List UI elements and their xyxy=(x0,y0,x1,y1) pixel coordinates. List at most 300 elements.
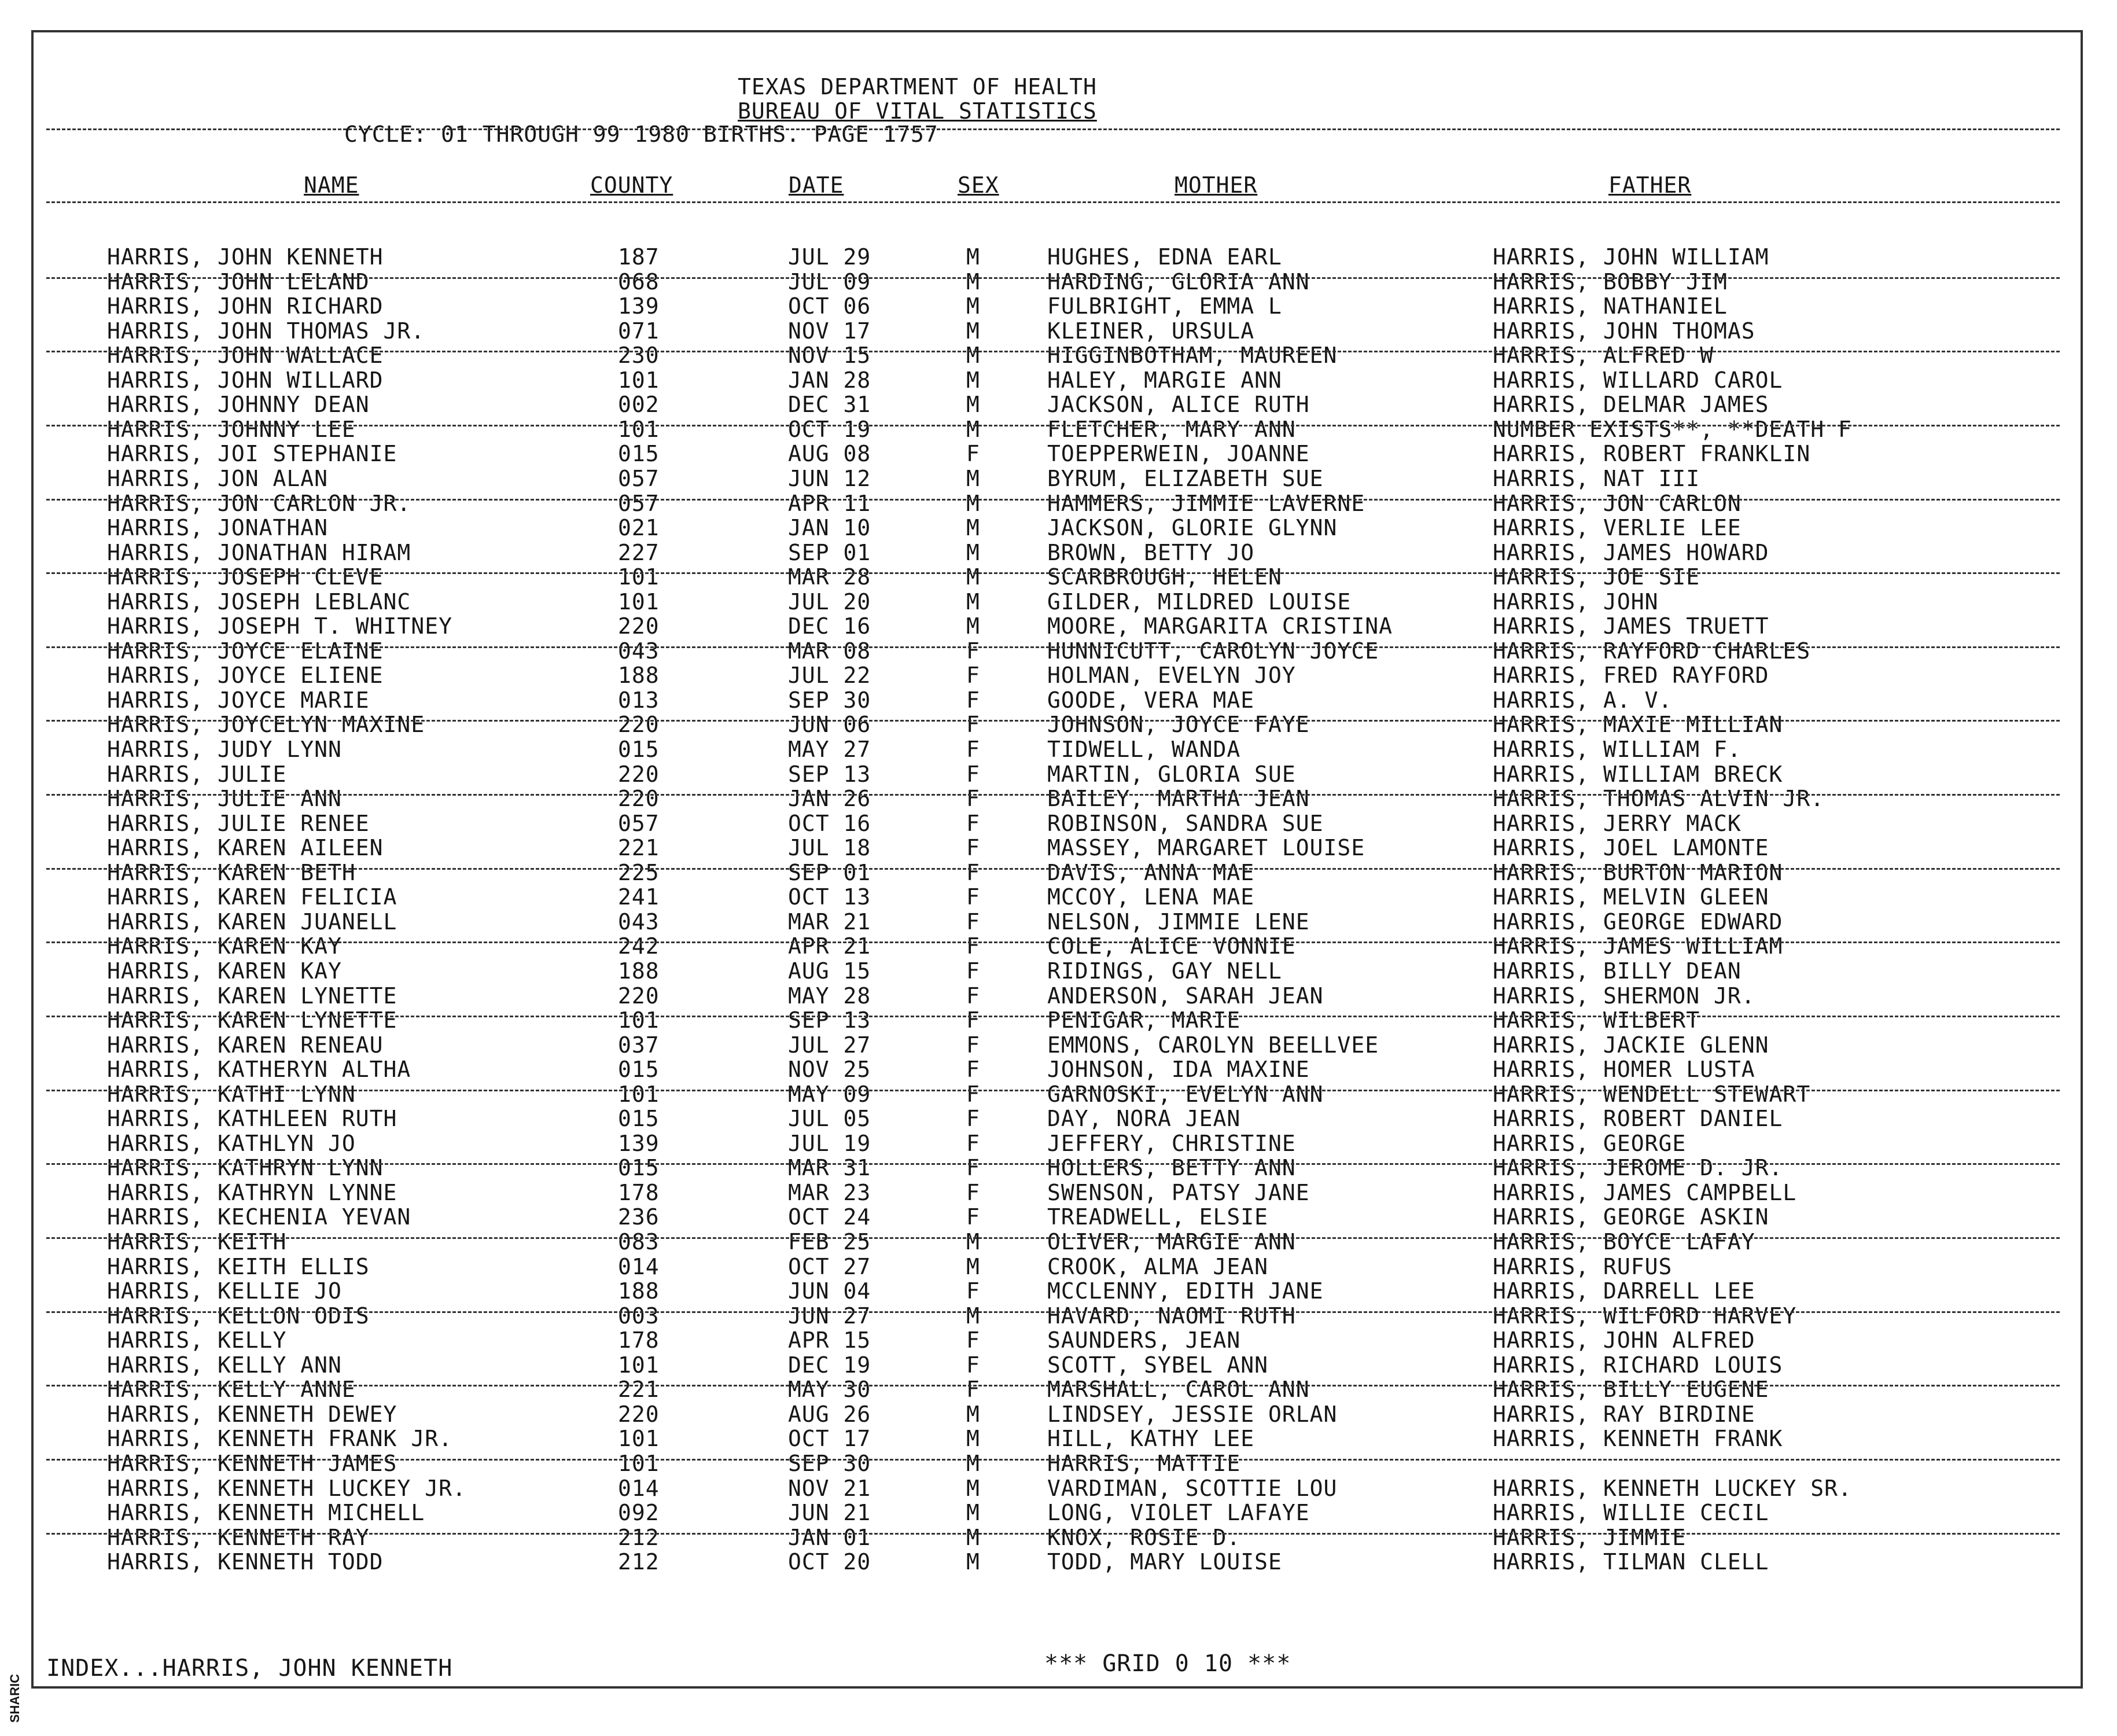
table-row xyxy=(0,811,2117,836)
cell-county: 178 xyxy=(618,1327,660,1354)
cell-mother: FULBRIGHT, EMMA L xyxy=(1047,293,1282,319)
cell-mother: ANDERSON, SARAH JEAN xyxy=(1047,983,1324,1009)
cell-sex: M xyxy=(966,515,980,540)
cell-name: HARRIS, KATHRYN LYNN xyxy=(107,1155,384,1181)
cell-county: 236 xyxy=(618,1204,660,1230)
cell-mother: COLE, ALICE VONNIE xyxy=(1047,933,1296,959)
table-row xyxy=(0,1278,2117,1303)
table-row xyxy=(0,712,2117,737)
cell-father: HARRIS, JAMES CAMPBELL xyxy=(1493,1179,1797,1205)
cell-mother: SCARBROUGH, HELEN xyxy=(1047,564,1282,590)
cell-date: MAR 31 xyxy=(788,1155,871,1181)
cell-date: JUL 27 xyxy=(788,1032,871,1058)
table-row xyxy=(0,884,2117,909)
cell-name: HARRIS, KATHLYN JO xyxy=(107,1130,356,1156)
cell-sex: F xyxy=(966,687,980,713)
cell-name: HARRIS, KECHENIA YEVAN xyxy=(107,1204,411,1230)
cell-county: 220 xyxy=(618,1401,660,1427)
cell-name: HARRIS, KENNETH TODD xyxy=(107,1549,384,1575)
cell-mother: DAY, NORA JEAN xyxy=(1047,1106,1241,1132)
cell-county: 015 xyxy=(618,1057,660,1083)
table-row xyxy=(0,613,2117,638)
table-row xyxy=(0,244,2117,269)
cell-county: 220 xyxy=(618,786,660,812)
cell-county: 188 xyxy=(618,1278,660,1304)
cell-name: HARRIS, KAREN LYNETTE xyxy=(107,983,397,1009)
cell-sex: M xyxy=(966,539,980,565)
table-row xyxy=(0,293,2117,318)
table-row xyxy=(0,1377,2117,1402)
cell-mother: HAMMERS, JIMMIE LAVERNE xyxy=(1047,490,1365,516)
cell-sex: M xyxy=(966,564,980,590)
cell-mother: BAILEY, MARTHA JEAN xyxy=(1047,786,1310,812)
cell-date: DEC 19 xyxy=(788,1352,871,1378)
cell-sex: F xyxy=(966,1155,980,1181)
cell-date: JUL 18 xyxy=(788,835,871,861)
cell-father: HARRIS, JAMES TRUETT xyxy=(1493,613,1769,639)
column-header-name: NAME xyxy=(304,172,359,198)
cell-county: 220 xyxy=(618,983,660,1009)
cell-mother: HARDING, GLORIA ANN xyxy=(1047,269,1310,295)
cell-name: HARRIS, JOHN WALLACE xyxy=(107,343,384,369)
cell-sex: M xyxy=(966,1450,980,1476)
cell-date: SEP 13 xyxy=(788,1007,871,1033)
cell-name: HARRIS, KEITH ELLIS xyxy=(107,1253,370,1279)
cell-mother: HILL, KATHY LEE xyxy=(1047,1426,1255,1452)
cell-name: HARRIS, JUDY LYNN xyxy=(107,737,342,762)
cell-county: 220 xyxy=(618,613,660,639)
cell-mother: HALEY, MARGIE ANN xyxy=(1047,367,1282,393)
cell-date: MAR 08 xyxy=(788,638,871,664)
cell-sex: F xyxy=(966,1278,980,1304)
table-row xyxy=(0,1451,2117,1476)
cell-sex: F xyxy=(966,835,980,861)
cell-name: HARRIS, JOYCE MARIE xyxy=(107,687,370,713)
cell-sex: F xyxy=(966,958,980,984)
cell-father: HARRIS, RUFUS xyxy=(1493,1253,1673,1279)
cell-sex: M xyxy=(966,293,980,319)
cell-father: HARRIS, GEORGE ASKIN xyxy=(1493,1204,1769,1230)
grid-line: *** GRID 0 10 *** xyxy=(1044,1650,1291,1677)
cell-sex: F xyxy=(966,663,980,689)
cell-name: HARRIS, KAREN FELICIA xyxy=(107,884,397,910)
cell-father: HARRIS, BURTON MARION xyxy=(1493,859,1783,885)
cell-name: HARRIS, KENNETH LUCKEY JR. xyxy=(107,1475,466,1501)
cell-name: HARRIS, KAREN KAY xyxy=(107,958,342,984)
table-row xyxy=(0,491,2117,516)
cell-father: HARRIS, DARRELL LEE xyxy=(1493,1278,1755,1304)
cell-mother: HOLLERS, BETTY ANN xyxy=(1047,1155,1296,1181)
cell-name: HARRIS, KATHI LYNN xyxy=(107,1081,356,1107)
cell-father: HARRIS, RICHARD LOUIS xyxy=(1493,1352,1783,1378)
cell-date: OCT 06 xyxy=(788,293,871,319)
cell-sex: F xyxy=(966,1007,980,1033)
cell-mother: JACKSON, ALICE RUTH xyxy=(1047,392,1310,418)
cell-name: HARRIS, JON ALAN xyxy=(107,466,329,491)
cell-mother: OLIVER, MARGIE ANN xyxy=(1047,1229,1296,1255)
cell-county: 083 xyxy=(618,1229,660,1255)
table-row xyxy=(0,1402,2117,1426)
cell-mother: HARRIS, MATTIE xyxy=(1047,1450,1241,1476)
cell-name: HARRIS, KENNETH RAY xyxy=(107,1524,370,1550)
cell-mother: HIGGINBOTHAM, MAUREEN xyxy=(1047,343,1338,369)
cell-name: HARRIS, JOHNNY DEAN xyxy=(107,392,370,418)
cell-county: 139 xyxy=(618,293,660,319)
cell-sex: F xyxy=(966,638,980,664)
cell-date: JAN 01 xyxy=(788,1524,871,1550)
cell-mother: GARNOSKI, EVELYN ANN xyxy=(1047,1081,1324,1107)
cell-date: AUG 26 xyxy=(788,1401,871,1427)
cell-name: HARRIS, JOYCE ELAINE xyxy=(107,638,384,664)
table-row xyxy=(0,1352,2117,1377)
cell-date: NOV 25 xyxy=(788,1057,871,1083)
cell-county: 212 xyxy=(618,1524,660,1550)
table-row xyxy=(0,1229,2117,1254)
cell-county: 242 xyxy=(618,933,660,959)
cell-date: JUL 20 xyxy=(788,589,871,615)
cell-sex: M xyxy=(966,1401,980,1427)
cell-county: 043 xyxy=(618,909,660,935)
cell-name: HARRIS, KELLIE JO xyxy=(107,1278,342,1304)
cell-date: NOV 21 xyxy=(788,1475,871,1501)
cell-mother: JOHNSON, JOYCE FAYE xyxy=(1047,712,1310,738)
cell-father: HARRIS, BOBBY JIM xyxy=(1493,269,1728,295)
cell-name: HARRIS, KELLY xyxy=(107,1327,287,1354)
cell-father: HARRIS, JOHN xyxy=(1493,589,1659,615)
index-line: INDEX...HARRIS, JOHN KENNETH xyxy=(46,1655,453,1682)
cell-county: 021 xyxy=(618,515,660,540)
cell-mother: TOEPPERWEIN, JOANNE xyxy=(1047,441,1310,467)
side-stamp xyxy=(3,1674,24,1724)
cell-date: OCT 24 xyxy=(788,1204,871,1230)
cell-date: MAY 30 xyxy=(788,1377,871,1403)
cell-father: HARRIS, ROBERT DANIEL xyxy=(1493,1106,1783,1132)
cell-father: HARRIS, GEORGE EDWARD xyxy=(1493,909,1783,935)
cell-date: JUL 22 xyxy=(788,663,871,689)
table-row xyxy=(0,737,2117,762)
cell-county: 037 xyxy=(618,1032,660,1058)
cell-county: 178 xyxy=(618,1179,660,1205)
table-row xyxy=(0,860,2117,885)
column-header-father: FATHER xyxy=(1608,172,1692,198)
cell-name: HARRIS, KELLY ANN xyxy=(107,1352,342,1378)
cell-date: APR 21 xyxy=(788,933,871,959)
table-row xyxy=(0,958,2117,983)
cell-county: 043 xyxy=(618,638,660,664)
table-row xyxy=(0,687,2117,712)
cell-sex: M xyxy=(966,343,980,369)
header-rule xyxy=(46,128,2060,130)
cell-name: HARRIS, KAREN JUANELL xyxy=(107,909,397,935)
cell-mother: PENIGAR, MARIE xyxy=(1047,1007,1241,1033)
cell-date: SEP 30 xyxy=(788,687,871,713)
cell-sex: F xyxy=(966,1327,980,1354)
cell-mother: LINDSEY, JESSIE ORLAN xyxy=(1047,1401,1338,1427)
cell-name: HARRIS, KAREN AILEEN xyxy=(107,835,384,861)
cell-county: 225 xyxy=(618,859,660,885)
cell-mother: SWENSON, PATSY JANE xyxy=(1047,1179,1310,1205)
cell-father: HARRIS, WILBERT xyxy=(1493,1007,1700,1033)
cell-name: HARRIS, JOHN WILLARD xyxy=(107,367,384,393)
cell-sex: F xyxy=(966,1352,980,1378)
cell-sex: M xyxy=(966,269,980,295)
cell-county: 221 xyxy=(618,835,660,861)
cell-date: APR 11 xyxy=(788,490,871,516)
cell-name: HARRIS, KENNETH FRANK JR. xyxy=(107,1426,452,1452)
cell-name: HARRIS, JOSEPH LEBLANC xyxy=(107,589,411,615)
table-row xyxy=(0,1180,2117,1205)
table-row xyxy=(0,515,2117,540)
cell-mother: JOHNSON, IDA MAXINE xyxy=(1047,1057,1310,1083)
cell-county: 015 xyxy=(618,1106,660,1132)
cell-name: HARRIS, KENNETH DEWEY xyxy=(107,1401,397,1427)
table-row xyxy=(0,269,2117,294)
table-row xyxy=(0,318,2117,343)
table-row xyxy=(0,564,2117,589)
cell-sex: M xyxy=(966,392,980,418)
cell-father: HARRIS, A. V. xyxy=(1493,687,1673,713)
cell-sex: F xyxy=(966,1106,980,1132)
cell-name: HARRIS, KATHRYN LYNNE xyxy=(107,1179,397,1205)
cell-date: JUN 04 xyxy=(788,1278,871,1304)
cell-name: HARRIS, KAREN BETH xyxy=(107,859,356,885)
cell-father: HARRIS, WILLIE CECIL xyxy=(1493,1500,1769,1525)
cell-mother: DAVIS, ANNA MAE xyxy=(1047,859,1255,885)
cell-name: HARRIS, KELLON ODIS xyxy=(107,1303,370,1329)
cell-name: HARRIS, JON CARLON JR. xyxy=(107,490,411,516)
cell-sex: F xyxy=(966,1130,980,1156)
cell-name: HARRIS, JULIE ANN xyxy=(107,786,342,812)
cell-mother: EMMONS, CAROLYN BEELLVEE xyxy=(1047,1032,1379,1058)
table-row xyxy=(0,392,2117,417)
cell-father: HARRIS, BOYCE LAFAY xyxy=(1493,1229,1755,1255)
cell-father: HARRIS, JOHN ALFRED xyxy=(1493,1327,1755,1354)
cell-date: FEB 25 xyxy=(788,1229,871,1255)
table-row xyxy=(0,835,2117,860)
column-header-date: DATE xyxy=(789,172,844,198)
cell-father: HARRIS, BILLY EUGENE xyxy=(1493,1377,1769,1403)
cell-sex: M xyxy=(966,589,980,615)
cell-father: HARRIS, MAXIE MILLIAN xyxy=(1493,712,1783,738)
cell-name: HARRIS, JOSEPH CLEVE xyxy=(107,564,384,590)
cell-father: HARRIS, TILMAN CLELL xyxy=(1493,1549,1769,1575)
table-row xyxy=(0,367,2117,392)
cell-father: HARRIS, ROBERT FRANKLIN xyxy=(1493,441,1811,467)
cell-county: 071 xyxy=(618,318,660,344)
cell-mother: BROWN, BETTY JO xyxy=(1047,539,1255,565)
cell-mother: HOLMAN, EVELYN JOY xyxy=(1047,663,1296,689)
cell-county: 014 xyxy=(618,1253,660,1279)
cell-father: HARRIS, MELVIN GLEEN xyxy=(1493,884,1769,910)
cell-sex: M xyxy=(966,1253,980,1279)
table-row xyxy=(0,638,2117,663)
cell-sex: F xyxy=(966,441,980,467)
table-row xyxy=(0,540,2117,565)
cell-name: HARRIS, JOHNNY LEE xyxy=(107,416,356,442)
cell-county: 101 xyxy=(618,589,660,615)
cycle-page-line: CYCLE: 01 THROUGH 99 1980 BIRTHS. PAGE 1757 xyxy=(344,122,938,147)
cell-name: HARRIS, KELLY ANNE xyxy=(107,1377,356,1403)
cell-date: OCT 13 xyxy=(788,884,871,910)
cell-date: JUN 12 xyxy=(788,466,871,491)
table-row xyxy=(0,1007,2117,1032)
cell-sex: F xyxy=(966,1032,980,1058)
cell-name: HARRIS, JOYCE ELIENE xyxy=(107,663,384,689)
cell-mother: TREADWELL, ELSIE xyxy=(1047,1204,1269,1230)
cell-father: HARRIS, BILLY DEAN xyxy=(1493,958,1742,984)
cell-date: SEP 30 xyxy=(788,1450,871,1476)
cell-county: 092 xyxy=(618,1500,660,1525)
cell-county: 013 xyxy=(618,687,660,713)
cell-name: HARRIS, KATHLEEN RUTH xyxy=(107,1106,397,1132)
cell-father: HARRIS, ALFRED W xyxy=(1493,343,1714,369)
cell-date: OCT 20 xyxy=(788,1549,871,1575)
cell-sex: F xyxy=(966,712,980,738)
cell-mother: JACKSON, GLORIE GLYNN xyxy=(1047,515,1338,540)
table-row xyxy=(0,441,2117,466)
cell-sex: F xyxy=(966,1179,980,1205)
department-title: TEXAS DEPARTMENT OF HEALTH xyxy=(738,74,1097,100)
cell-mother: MCCLENNY, EDITH JANE xyxy=(1047,1278,1324,1304)
cell-mother: HAVARD, NAOMI RUTH xyxy=(1047,1303,1296,1329)
cell-father: HARRIS, HOMER LUSTA xyxy=(1493,1057,1755,1083)
cell-name: HARRIS, JOHN RICHARD xyxy=(107,293,384,319)
cell-mother: GOODE, VERA MAE xyxy=(1047,687,1255,713)
table-row xyxy=(0,343,2117,367)
cell-sex: F xyxy=(966,859,980,885)
cell-mother: MOORE, MARGARITA CRISTINA xyxy=(1047,613,1393,639)
cell-father: HARRIS, JOEL LAMONTE xyxy=(1493,835,1769,861)
cell-name: HARRIS, KENNETH JAMES xyxy=(107,1450,397,1476)
table-row xyxy=(0,466,2117,491)
table-row xyxy=(0,983,2117,1008)
table-row xyxy=(0,1032,2117,1057)
cell-father: HARRIS, JOHN THOMAS xyxy=(1493,318,1755,344)
table-row xyxy=(0,417,2117,442)
cell-county: 057 xyxy=(618,490,660,516)
cell-father: HARRIS, DELMAR JAMES xyxy=(1493,392,1769,418)
table-row xyxy=(0,786,2117,811)
cell-date: SEP 13 xyxy=(788,761,871,787)
cell-name: HARRIS, JONATHAN HIRAM xyxy=(107,539,411,565)
cell-date: OCT 16 xyxy=(788,810,871,836)
cell-mother: HUGHES, EDNA EARL xyxy=(1047,244,1282,270)
cell-date: OCT 17 xyxy=(788,1426,871,1452)
cell-father: HARRIS, JERRY MACK xyxy=(1493,810,1742,836)
cell-name: HARRIS, JOI STEPHANIE xyxy=(107,441,397,467)
cell-sex: M xyxy=(966,1549,980,1575)
table-row xyxy=(0,589,2117,614)
cell-name: HARRIS, KEITH xyxy=(107,1229,287,1255)
cell-father: HARRIS, JACKIE GLENN xyxy=(1493,1032,1769,1058)
cell-sex: F xyxy=(966,1081,980,1107)
bureau-title: BUREAU OF VITAL STATISTICS xyxy=(738,98,1097,124)
table-row xyxy=(0,1327,2117,1352)
cell-father: HARRIS, WENDELL STEWART xyxy=(1493,1081,1811,1107)
cell-name: HARRIS, KAREN KAY xyxy=(107,933,342,959)
cell-sex: F xyxy=(966,1057,980,1083)
cell-name: HARRIS, JOHN LELAND xyxy=(107,269,370,295)
column-header-sex: SEX xyxy=(958,172,999,198)
cell-father: HARRIS, WILFORD HARVEY xyxy=(1493,1303,1797,1329)
cell-county: 230 xyxy=(618,343,660,369)
cell-mother: GILDER, MILDRED LOUISE xyxy=(1047,589,1352,615)
cell-father: HARRIS, JOE SIE xyxy=(1493,564,1700,590)
cell-date: NOV 17 xyxy=(788,318,871,344)
cell-mother: HUNNICUTT, CAROLYN JOYCE xyxy=(1047,638,1379,664)
cell-father: HARRIS, KENNETH FRANK xyxy=(1493,1426,1783,1452)
cell-date: JUL 29 xyxy=(788,244,871,270)
cell-name: HARRIS, KATHERYN ALTHA xyxy=(107,1057,411,1083)
cell-county: 101 xyxy=(618,1426,660,1452)
cell-mother: KLEINER, URSULA xyxy=(1047,318,1255,344)
cell-county: 221 xyxy=(618,1377,660,1403)
cell-father: HARRIS, JOHN WILLIAM xyxy=(1493,244,1769,270)
cell-county: 068 xyxy=(618,269,660,295)
cell-name: HARRIS, JOHN THOMAS JR. xyxy=(107,318,425,344)
column-header-rule xyxy=(46,201,2060,203)
cell-date: DEC 31 xyxy=(788,392,871,418)
cell-county: 187 xyxy=(618,244,660,270)
cell-mother: NELSON, JIMMIE LENE xyxy=(1047,909,1310,935)
cell-county: 188 xyxy=(618,663,660,689)
cell-sex: M xyxy=(966,1229,980,1255)
column-header-mother: MOTHER xyxy=(1175,172,1258,198)
cell-father: HARRIS, RAYFORD CHARLES xyxy=(1493,638,1811,664)
cell-father: HARRIS, JEROME D. JR. xyxy=(1493,1155,1783,1181)
cell-mother: ROBINSON, SANDRA SUE xyxy=(1047,810,1324,836)
cell-sex: M xyxy=(966,1426,980,1452)
cell-county: 015 xyxy=(618,441,660,467)
cell-name: HARRIS, KENNETH MICHELL xyxy=(107,1500,425,1525)
column-header-county: COUNTY xyxy=(590,172,673,198)
cell-sex: F xyxy=(966,1377,980,1403)
cell-county: 015 xyxy=(618,1155,660,1181)
cell-date: AUG 08 xyxy=(788,441,871,467)
cell-date: MAR 28 xyxy=(788,564,871,590)
cell-county: 057 xyxy=(618,466,660,491)
cell-date: JAN 28 xyxy=(788,367,871,393)
cell-mother: LONG, VIOLET LAFAYE xyxy=(1047,1500,1310,1525)
cell-date: MAY 09 xyxy=(788,1081,871,1107)
cell-county: 188 xyxy=(618,958,660,984)
table-row xyxy=(0,909,2117,934)
cell-father: HARRIS, WILLIAM BRECK xyxy=(1493,761,1783,787)
cell-date: MAY 28 xyxy=(788,983,871,1009)
cell-mother: CROOK, ALMA JEAN xyxy=(1047,1253,1269,1279)
cell-sex: M xyxy=(966,613,980,639)
cell-father: HARRIS, JAMES HOWARD xyxy=(1493,539,1769,565)
cell-sex: F xyxy=(966,1204,980,1230)
cell-father: HARRIS, WILLARD CAROL xyxy=(1493,367,1783,393)
cell-father: HARRIS, JIMMIE xyxy=(1493,1524,1687,1550)
cell-sex: M xyxy=(966,490,980,516)
cell-father: HARRIS, KENNETH LUCKEY SR. xyxy=(1493,1475,1852,1501)
table-row xyxy=(0,1082,2117,1106)
cell-county: 101 xyxy=(618,416,660,442)
cell-sex: F xyxy=(966,761,980,787)
table-row xyxy=(0,1106,2117,1131)
cell-name: HARRIS, KAREN LYNETTE xyxy=(107,1007,397,1033)
cell-father: NUMBER EXISTS**, **DEATH F xyxy=(1493,416,1852,442)
cell-county: 057 xyxy=(618,810,660,836)
cell-county: 014 xyxy=(618,1475,660,1501)
cell-date: APR 15 xyxy=(788,1327,871,1354)
cell-date: JUL 09 xyxy=(788,269,871,295)
cell-mother: KNOX, ROSIE D. xyxy=(1047,1524,1241,1550)
cell-father: HARRIS, FRED RAYFORD xyxy=(1493,663,1769,689)
table-row xyxy=(0,1254,2117,1279)
